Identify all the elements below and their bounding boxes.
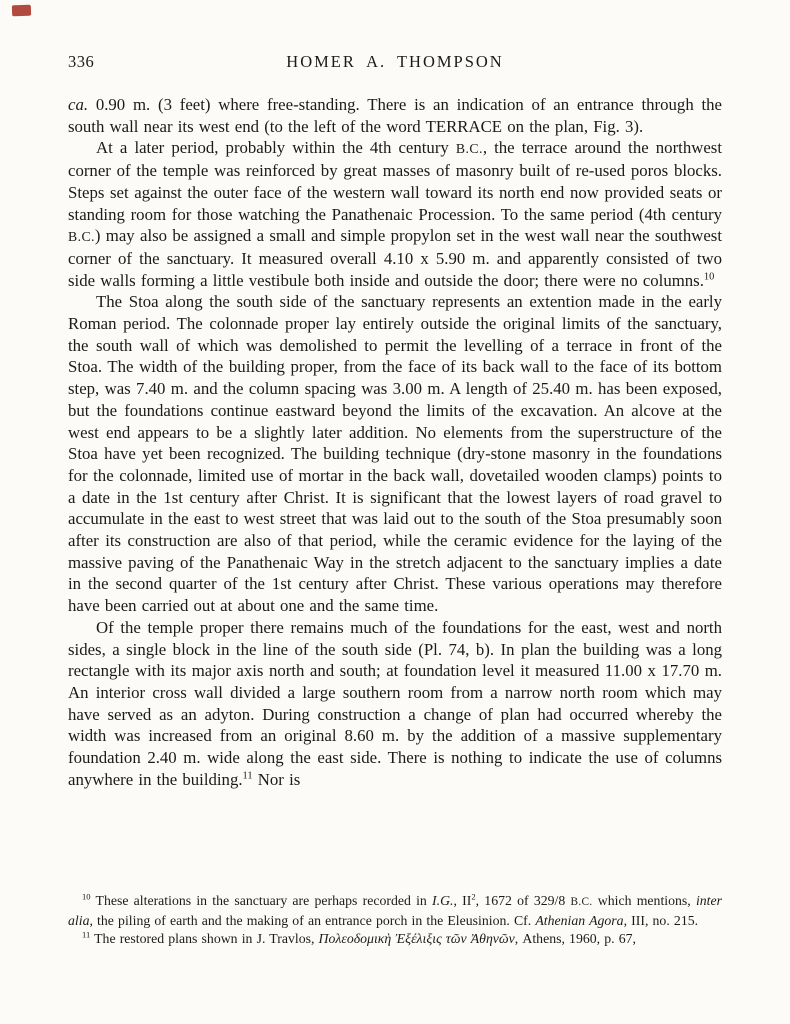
paragraph-stoa	[68, 291, 722, 617]
text-run: Πολεοδομικὴ Ἐξέλιξις τῶν Ἀθηνῶν	[318, 931, 515, 946]
running-head-author: HOMER A. THOMPSON	[286, 52, 504, 71]
text-run: Athenian Agora	[535, 912, 624, 928]
paragraph-later-period	[68, 137, 722, 291]
text-run: , II	[453, 893, 472, 908]
page-number: 336	[68, 52, 95, 71]
text-run: 10	[703, 271, 715, 283]
text-run: ) may also be assigned a small and simple propylon set in the west wall near the southwest corner of the sanctuary. It measured overall 4.10 x 5.90 m. and apparently consisted of two side walls forming a little vestibule both inside and outside the door; there were no columns.	[68, 226, 722, 290]
text-run: which mentions,	[592, 893, 696, 908]
scan-artifact-mark	[12, 5, 31, 17]
text-run: inter alia	[68, 893, 723, 928]
footnotes-section	[68, 892, 722, 949]
text-run: B.C.	[570, 896, 593, 908]
text-run: At a later period, probably within the 4th century	[96, 138, 456, 158]
paragraph-continuation	[68, 94, 722, 137]
text-run: B.C.	[68, 229, 95, 245]
text-run: ca.	[68, 95, 89, 114]
text-run: 0.90 m. (3 feet) where free-standing. There is an indication of an entrance through the south wall near its west end (to the left of the word TERRACE on the plan, Fig. 3).	[68, 95, 722, 136]
page-header	[68, 52, 722, 74]
footnote-11	[68, 930, 722, 949]
article-body	[68, 94, 722, 791]
text-run: The Stoa along the south side of the sanctuary represents an extention made in the early Roman period. The colonnade proper lay entirely outside the original limits of the sanctuary, the south wall of which was demolished to permit the levelling of a terrace in front of the Stoa. The width of the building proper, from the face of its back wall to the face of its bottom step, was 7.40 m. and the column spacing was 3.00 m. A length of 25.40 m. has been exposed, but the foundations continue eastward beyond the limits of the excavation. An alcove at the west end appears to be a slightly later addition. No elements from the superstructure of the Stoa have yet been recognized. The building technique (dry-stone masonry in the foundations for the colonnade, limited use of mortar in the back wall, dovetailed wooden clamps) points to a date in the 1st century after Christ. It is significant that the lowest layers of road gravel to accumulate in the east to west street that was laid out to the south of the Stoa presumably soon after its construction are also of that period, while the ceramic evidence for the laying of the massive paving of the Panathenaic Way in the stretch adjacent to the sanctuary implies a date in the second quarter of the 1st century after Christ. These various operations may therefore have been carried out at about one and the same time.	[68, 292, 722, 616]
text-run: , III, no. 215.	[623, 912, 699, 928]
text-run: I.G.	[432, 893, 454, 908]
text-run: 11	[242, 770, 253, 782]
text-run: B.C.	[455, 141, 483, 157]
text-run: 11	[82, 929, 91, 940]
text-run: , 1672 of 329/8	[475, 893, 571, 908]
footnote-10	[68, 892, 722, 930]
text-run: 2	[471, 891, 476, 902]
text-run: These alterations in the sanctuary are perhaps recorded in	[90, 893, 433, 908]
text-run: 10	[82, 891, 91, 902]
text-run: , Athens, 1960, p. 67,	[514, 931, 636, 946]
text-run: , the piling of earth and the making of an entrance porch in the Eleusinion. Cf.	[89, 912, 536, 928]
text-run: Nor is	[252, 769, 301, 789]
text-run: , the terrace around the northwest corner of the temple was reinforced by great masses of masonry built of re-used poros blocks. Steps set against the outer face of the western wall toward its north end now provided seats or standing room for those watching the Panathenaic Procession. To the same period (4th century	[68, 138, 722, 224]
paragraph-temple-proper	[68, 617, 722, 791]
text-run: The restored plans shown in J. Travlos,	[90, 931, 319, 946]
text-run: Of the temple proper there remains much of the foundations for the east, west and north sides, a single block in the line of the south side (Pl. 74, b). In plan the building was a long rectangle with its major axis north and south; at foundation level it measured 11.00 x 17.70 m. An interior cross wall divided a large southern room from a narrow north room which may have served as an adyton. During construction a change of plan had occurred whereby the width was increased from an original 8.60 m. by the addition of a massive supplementary foundation 2.40 m. wide along the east side. There is nothing to indicate the use of columns anywhere in the building.	[68, 617, 722, 789]
